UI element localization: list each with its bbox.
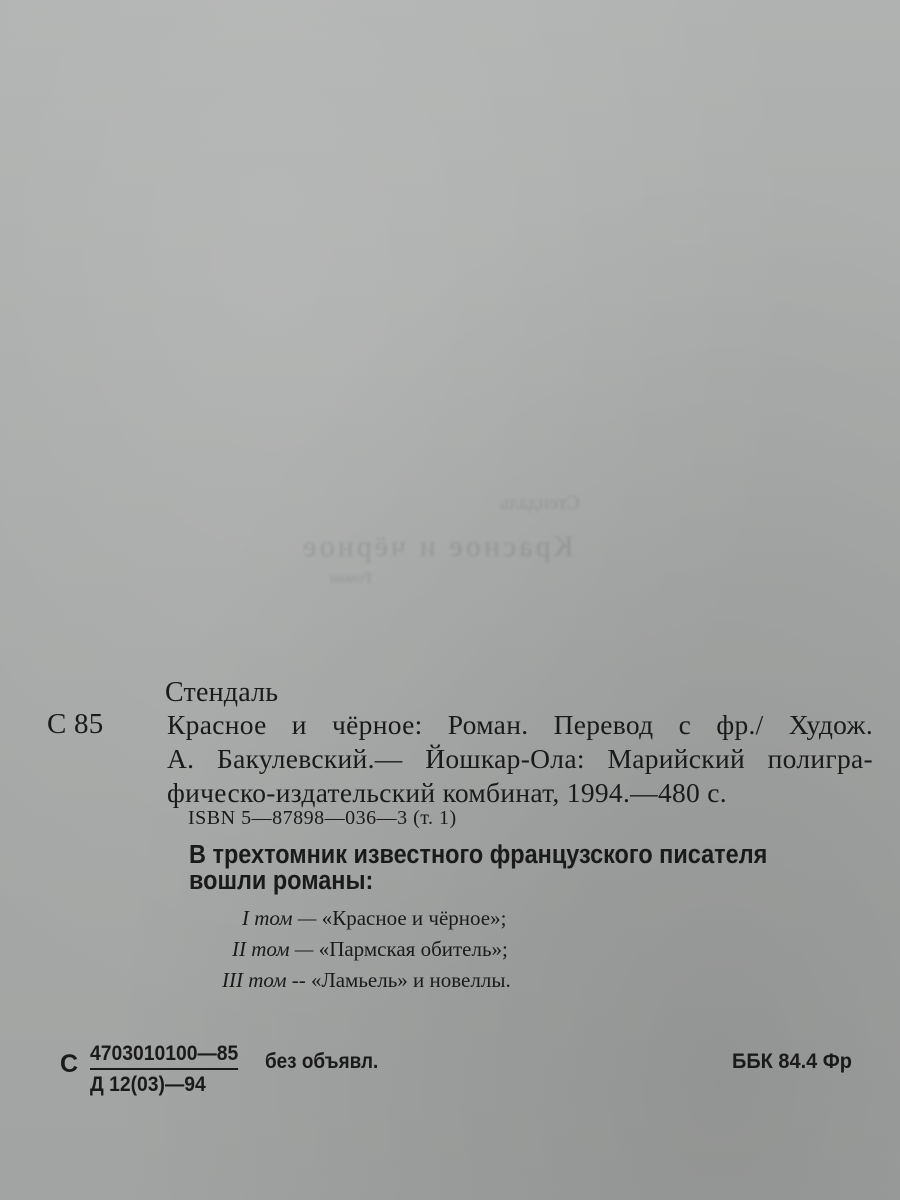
annotation-line: В трехтомник известного французского писателя <box>189 841 768 869</box>
bibliographic-line: Красное и чёрное: Роман. Перевод с фр./ Худож. <box>167 709 873 740</box>
author-name: Стендаль <box>165 677 279 708</box>
volume-title: «Красное и чёрное»; <box>321 906 507 930</box>
index-letter: С <box>60 1050 79 1078</box>
bbk-code: ББК 84.4 Фр <box>732 1050 852 1073</box>
volume-entry <box>222 968 511 993</box>
volume-label: II том — <box>232 937 314 961</box>
show-through-text: Роман <box>330 570 372 587</box>
annotation-line: вошли романы: <box>189 867 374 895</box>
show-through-text: Красное и чёрное <box>300 530 574 563</box>
volume-entry <box>242 906 506 931</box>
no-advert-note: без объявл. <box>265 1050 379 1073</box>
volume-entry <box>232 937 508 962</box>
annotation <box>189 842 767 894</box>
bibliographic-line: фическо-издательский комбинат, 1994.—480 с. <box>167 777 727 808</box>
volume-title: «Пармская обитель»; <box>318 937 508 961</box>
show-through-text: Стендаль <box>500 492 580 514</box>
volume-label: I том — <box>242 906 317 930</box>
index-numerator: 4703010100—85 <box>90 1042 238 1070</box>
volume-title: «Ламьель» и новеллы. <box>310 968 511 992</box>
index-denominator: Д 12(03)—94 <box>90 1073 206 1096</box>
bibliographic-line: А. Бакулевский.— Йошкар-Ола: Марийский полигра- <box>167 743 873 774</box>
isbn: ISBN 5—87898—036—3 (т. 1) <box>188 807 457 829</box>
bibliographic-description <box>167 708 873 810</box>
classification-code: С 85 <box>47 708 104 740</box>
volume-label: III том -- <box>222 968 306 992</box>
